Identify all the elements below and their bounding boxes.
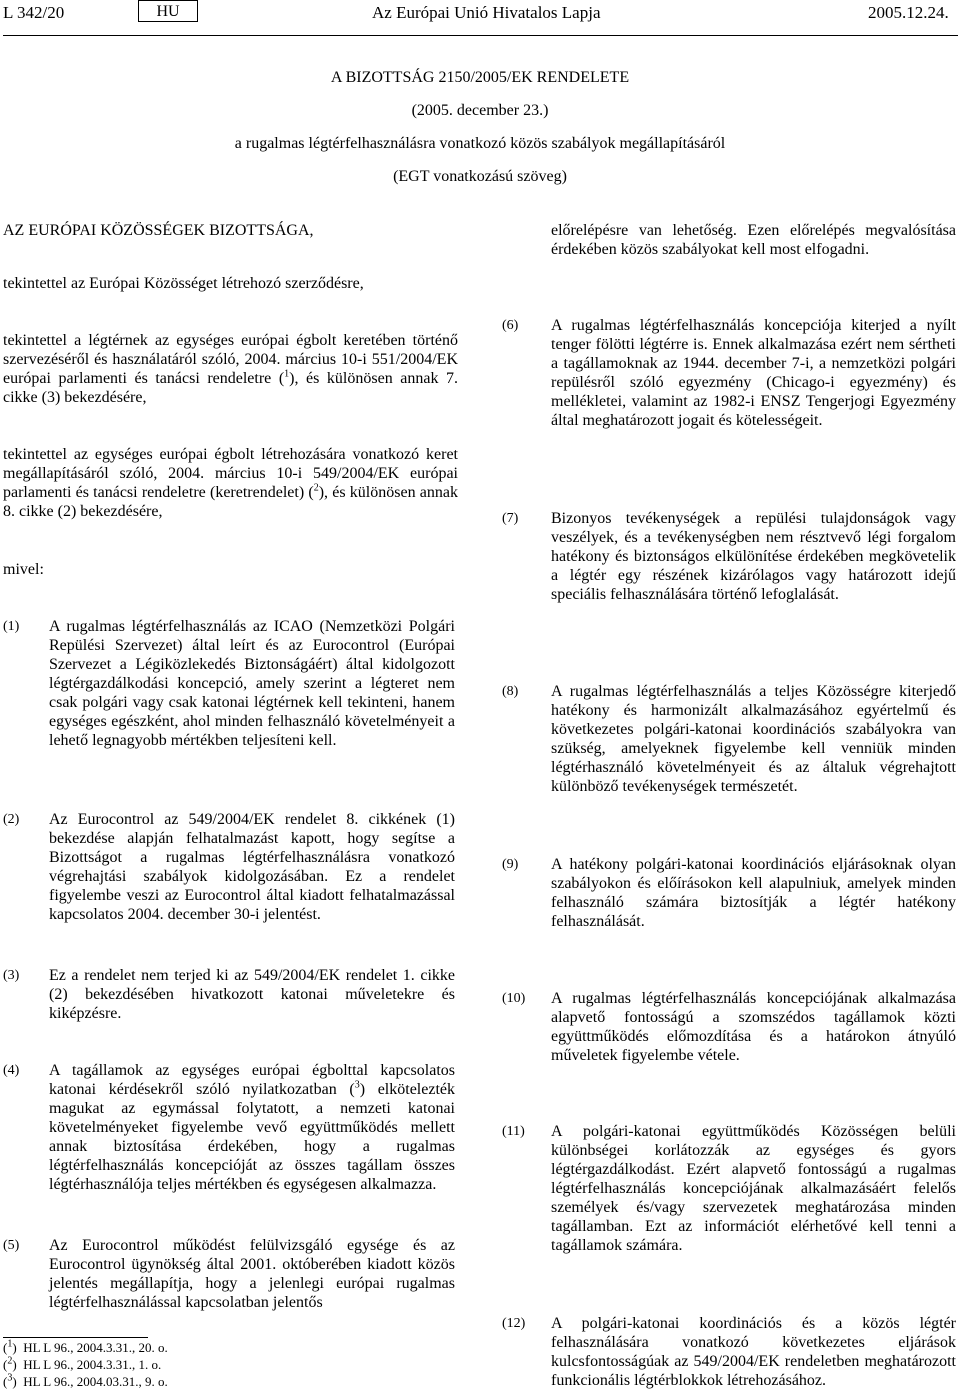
journal-reference: L 342/20 — [3, 3, 65, 22]
recital-7: Bizonyos tevékenységek a repülési tulajdonságok vagy veszélyek, és a tevékenységben nem résztvevő légi forgalom hatékony és biztonságos elkülönítése érdekében megkövetelik a légtér egy részének kizárólagos vagy határozott idejű speciális felhasználására történő lefoglalását. — [551, 510, 956, 603]
journal-title: Az Európai Unió Hivatalos Lapja — [372, 3, 601, 22]
citation-regulation-549: tekintettel az egységes európai égbolt létrehozására vonatkozó keret megállapításáról szóló, 2004. március 10-i 549/2004/EK európai parlamenti és tanácsi rendeletre (keretrendelet) ($^2$), és különösen annak 8. cikke (2) bekezdésére, — [3, 446, 458, 520]
footnote-3: ($^3$) HL L 96., 2004.03.31., 9. o. — [3, 1372, 168, 1389]
recital-9: A hatékony polgári-katonai koordinációs eljárásoknak olyan szabályokon és előírásokon kell alapulniuk, amelyek minden felhasználó számára biztosítják a légtér hatékony felhasználását. — [551, 856, 956, 930]
recital-3: Ez a rendelet nem terjed ki az 549/2004/EK rendelet 1. cikke (2) bekezdésében hivatkozott katonai műveletekre és kiképzésre. — [49, 967, 455, 1022]
citation-regulation-551: tekintettel a légtérnek az egységes európai égbolt keretében történő szervezéséről és használatáról szóló, 2004. március 10-i 551/2004/EK európai parlamenti és tanácsi rendeletre ($^1$), és különösen annak 7. cikke (3) bekezdésére, — [3, 332, 458, 406]
recital-4: A tagállamok az egységes európai égbolttal kapcsolatos katonai kérdésekről szóló nyilatkozatban ($^3$) elkötelezték magukat az egymással folytatott, a nemzeti katonai követelményeket figyelembe vevő együttműködés mellett annak biztosítása érdekében, hogy a rugalmas légtérfelhasználás koncepcióját az összes tagállam összes légtérhasználója teljes mértékben és egységesen alkalmazza. — [49, 1062, 455, 1193]
recital-number: (2) — [3, 812, 20, 827]
citation-treaty: tekintettel az Európai Közösséget létrehozó szerződésre, — [3, 275, 364, 292]
recital-number: (4) — [3, 1063, 20, 1078]
recital-number: (10) — [502, 991, 526, 1006]
footnote-ref-2[interactable]: 2 — [313, 482, 319, 494]
recital-number: (11) — [502, 1124, 525, 1139]
recital-11: A polgári-katonai együttműködés Közösségen belüli különbségei korlátozzák az egységes és gyors légtérgazdálkodást. Ezért alapvető fontosságú a rugalmas légtérfelhasználás koncepciójának alkalmazásáért felelős személyek és/vagy szervezetek meghatározása minden tagállamban. Ezt az információt elérhetővé kell tenni a tagállamok számára. — [551, 1123, 956, 1254]
recital-5-continuation: előrelépésre van lehetőség. Ezen előrelépés megvalósítása érdekében közös szabályokat kell most elfogadni. — [551, 222, 956, 258]
footnote-2: ($^2$) HL L 96., 2004.3.31., 1. o. — [3, 1355, 162, 1372]
recital-1: A rugalmas légtérfelhasználás az ICAO (Nemzetközi Polgári Repülési Szervezet) által leírt és az Eurocontrol (Európai Szervezet a Légiközlekedés Biztonságáért) által kidolgozott légtérgazdálkodási koncepció, amely szerint a légteret nem csak polgári vagy csak katonai légtérnek kell tekinteni, hanem egységes egészként, ahol minden felhasználó követelményeit a lehető legnagyobb mértékben teljesíteni kell. — [49, 618, 455, 749]
footnote-ref-1[interactable]: 1 — [284, 368, 290, 380]
recital-number: (12) — [502, 1316, 526, 1331]
recital-number: (6) — [502, 318, 519, 333]
publication-date: 2005.12.24. — [868, 3, 949, 22]
recital-number: (3) — [3, 968, 20, 983]
footnote-1: ($^1$) HL L 96., 2004.3.31., 20. o. — [3, 1338, 168, 1355]
regulation-subject: a rugalmas légtérfelhasználásra vonatkozó közös szabályok megállapításáról — [234, 135, 726, 152]
recital-12: A polgári-katonai koordinációs és a közös légtér felhasználására vonatkozó következetes eljárások kulcsfontosságúak az 549/2004/EK rendeletben meghatározott funkcionális légtérblokkok létrehozásához. — [551, 1315, 956, 1389]
language-badge: HU — [138, 0, 198, 22]
header-rule — [3, 35, 958, 36]
recital-5: Az Eurocontrol működést felülvizsgáló egysége és az Eurocontrol ügynökség által 2001. októberében kiadott közös jelentés megállapítja, hogy a jelenlegi európai rugalmas légtérfelhasználással kapcsolatban jelentős — [49, 1237, 455, 1311]
recital-number: (5) — [3, 1238, 20, 1253]
footnote-ref-3[interactable]: 3 — [354, 1079, 360, 1091]
recital-6: A rugalmas légtérfelhasználás koncepciója kiterjed a nyílt tenger fölötti légtérre is. Ennek alkalmazása ezért nem sértheti a tagállamoknak az 1944. december 7-i, a nemzetközi polgári repülésről szóló egyezmény (Chicago-i egyezmény) és mellékletei, valamint az 1982-i ENSZ Tengerjogi Egyezmény által meghatározott jogait és kötelességeit. — [551, 317, 956, 429]
recital-number: (7) — [502, 511, 519, 526]
recital-8: A rugalmas légtérfelhasználás a teljes Közösségre kiterjedő hatékony és harmonizált alkalmazásához egyértelmű és következetes polgári-katonai koordinációs szabályokra van szükség, amelyeknek figyelembe kell venniük minden légtérhasználó követelményeit és az általuk végrehajtott különböző tevékenységek természetét. — [551, 683, 956, 795]
recital-number: (1) — [3, 619, 20, 634]
whereas-label: mivel: — [3, 561, 44, 578]
regulation-title: A BIZOTTSÁG 2150/2005/EK RENDELETE — [330, 69, 630, 86]
recital-10: A rugalmas légtérfelhasználás koncepciójának alkalmazása alapvető fontosságú a szomszédos tagállamok közti együttműködés előmozdítása és a határokon átnyúló műveletek figyelembe vétele. — [551, 990, 956, 1064]
footnote-rule — [3, 1337, 148, 1338]
recital-number: (9) — [502, 857, 519, 872]
recital-2: Az Eurocontrol az 549/2004/EK rendelet 8. cikkének (1) bekezdése alapján felhatalmazást kapott, hogy segítse a Bizottságot a rugalmas légtérfelhasználásra vonatkozó végrehajtási szabályok kidolgozásában. Ez a rendelet figyelembe veszi az Eurocontrol által kiadott felhatalmazással kapcsolatos 2004. december 30-i jelentést. — [49, 811, 455, 923]
eea-relevance: (EGT vonatkozású szöveg) — [393, 168, 567, 185]
regulation-date: (2005. december 23.) — [411, 102, 549, 119]
preamble-opening: AZ EURÓPAI KÖZÖSSÉGEK BIZOTTSÁGA, — [3, 222, 314, 239]
recital-number: (8) — [502, 684, 519, 699]
